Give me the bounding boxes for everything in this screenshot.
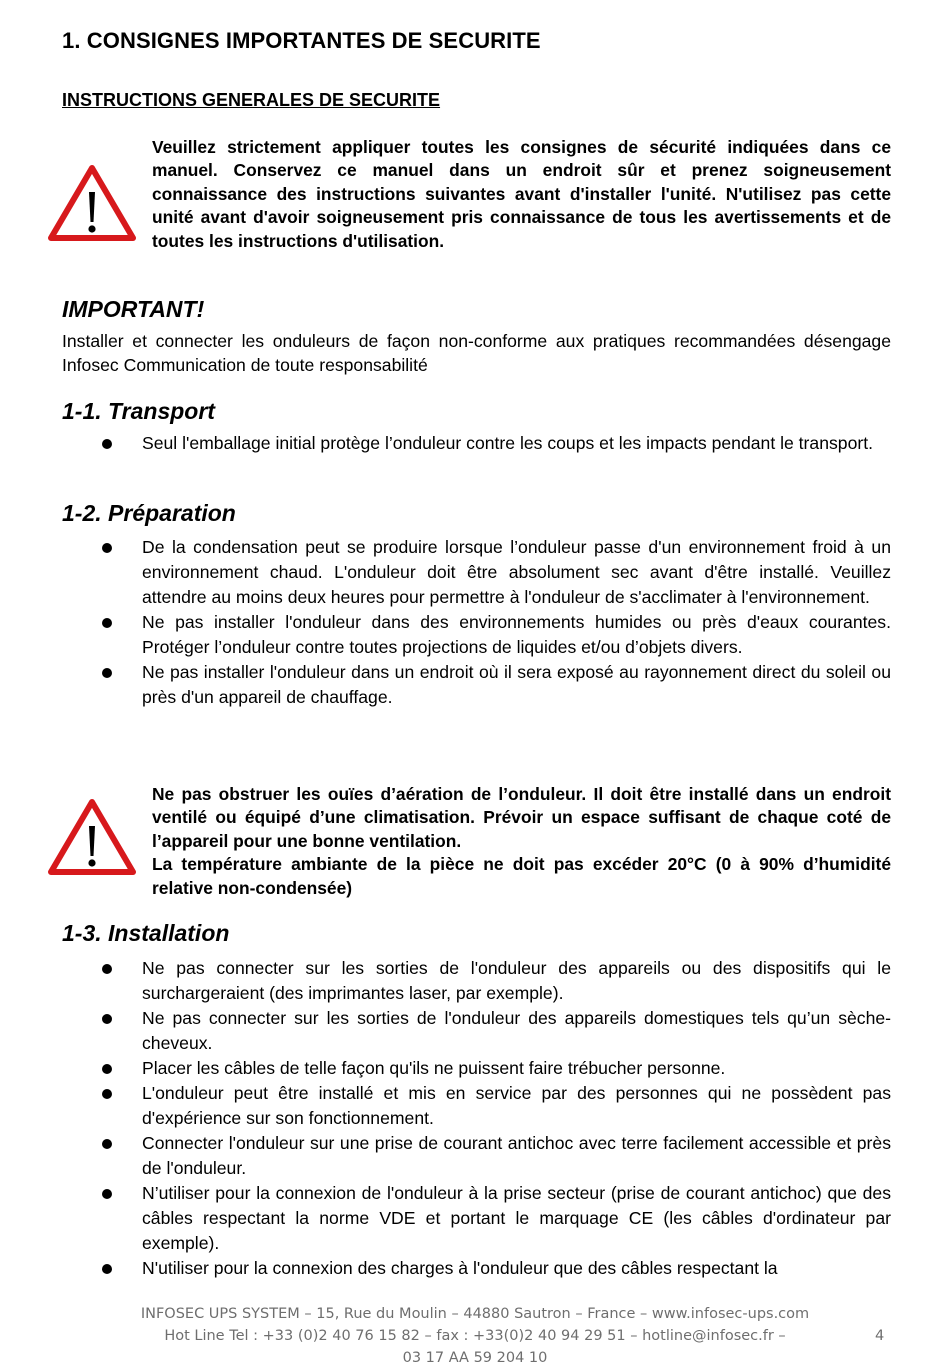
bullet-icon [102, 1139, 112, 1149]
ventilation-warning [152, 783, 891, 900]
important-text: Installer et connecter les onduleurs de façon non-conforme aux pratiques recommandées désengage Infosec Communication de toute responsabilité [62, 331, 891, 375]
footer-address: INFOSEC UPS SYSTEM – 15, Rue du Moulin – 44880 Sautron – France – www.infosec-ups.com [140, 1306, 810, 1322]
ventilation-warning-text: Ne pas obstruer les ouïes d’aération de l’onduleur. Il doit être installé dans un endroit ventilé ou équipé d’une climatisation. Prévoir un espace suffisant de chaque coté de l’appareil pour une bonne ventilation. [152, 784, 891, 851]
list-item: N’utiliser pour la connexion de l'onduleur à la prise secteur (prise de courant antichoc) que des câbles respectant la norme VDE et portant le marquage CE (les câbles d'ordinateur par exemple). [100, 1181, 891, 1256]
list-item: Ne pas installer l'onduleur dans des environnements humides ou près d'eaux courantes. Protéger l’onduleur contre toutes projections de liquides et/ou d’objets divers. [100, 610, 891, 660]
list-item: Ne pas connecter sur les sorties de l'onduleur des appareils domestiques tels qu’un sèche-cheveux. [100, 1006, 891, 1056]
list-item: Seul l'emballage initial protège l’onduleur contre les coups et les impacts pendant le transport. [100, 431, 891, 456]
bullet-icon [102, 1089, 112, 1099]
general-warning-text: Veuillez strictement appliquer toutes les consignes de sécurité indiquées dans ce manuel. Conservez ce manuel dans un endroit sûr et prenez soigneusement connaissance des instructions suivantes avant d'installer l'unité. N'utilisez pas cette unité avant d'avoir soigneusement pris connaissance de tous les avertissements et de toutes les instructions d'utilisation. [152, 137, 891, 251]
list-item: N'utiliser pour la connexion des charges à l'onduleur que des câbles respectant la [100, 1256, 891, 1281]
bullet-icon [102, 668, 112, 678]
list-item: Connecter l'onduleur sur une prise de courant antichoc avec terre facilement accessible et près de l'onduleur. [100, 1131, 891, 1181]
bullet-icon [102, 1189, 112, 1199]
warning-triangle-icon [47, 798, 137, 876]
bullet-icon [102, 964, 112, 974]
preparation-title: 1-2. Préparation [62, 500, 236, 526]
list-item: De la condensation peut se produire lorsque l’onduleur passe d'un environnement froid à un environnement chaud. L'onduleur doit être absolument sec avant d'être installé. Veuillez attendre au moins deux heures pour permettre à l'onduleur de s'acclimater à l'environnement. [100, 535, 891, 610]
bullet-icon [102, 1014, 112, 1024]
bullet-icon [102, 543, 112, 553]
transport-list [100, 431, 891, 456]
temperature-warning-text: La température ambiante de la pièce ne doit pas excéder 20°C (0 à 90% d’humidité relative non-condensée) [152, 854, 891, 898]
list-item: L'onduleur peut être installé et mis en service par des personnes qui ne possèdent pas d'expérience sur son fonctionnement. [100, 1081, 891, 1131]
page-number: 4 [875, 1328, 885, 1344]
footer-contact: Hot Line Tel : +33 (0)2 40 76 15 82 – fax : +33(0)2 40 94 29 51 – hotline@infosec.fr – [164, 1328, 786, 1344]
installation-list [100, 956, 891, 1281]
bullet-icon [102, 1264, 112, 1274]
important-title: IMPORTANT! [62, 296, 205, 322]
list-item: Placer les câbles de telle façon qu'ils ne puissent faire trébucher personne. [100, 1056, 891, 1081]
warning-triangle-icon [47, 164, 137, 242]
bullet-icon [102, 1064, 112, 1074]
bullet-icon [102, 439, 112, 449]
general-safety-heading: INSTRUCTIONS GENERALES DE SECURITE [62, 90, 441, 110]
list-item: Ne pas installer l'onduleur dans un endroit où il sera exposé au rayonnement direct du soleil ou près d'un appareil de chauffage. [100, 660, 891, 710]
bullet-icon [102, 618, 112, 628]
page-footer [0, 1303, 950, 1369]
installation-title: 1-3. Installation [62, 920, 230, 946]
footer-reference: 03 17 AA 59 204 10 [402, 1350, 548, 1366]
section-heading: 1. CONSIGNES IMPORTANTES DE SECURITE [62, 28, 541, 53]
preparation-list [100, 535, 891, 710]
list-item: Ne pas connecter sur les sorties de l'onduleur des appareils ou des dispositifs qui le surchargeraient (des imprimantes laser, par exemple). [100, 956, 891, 1006]
transport-title: 1-1. Transport [62, 398, 215, 424]
